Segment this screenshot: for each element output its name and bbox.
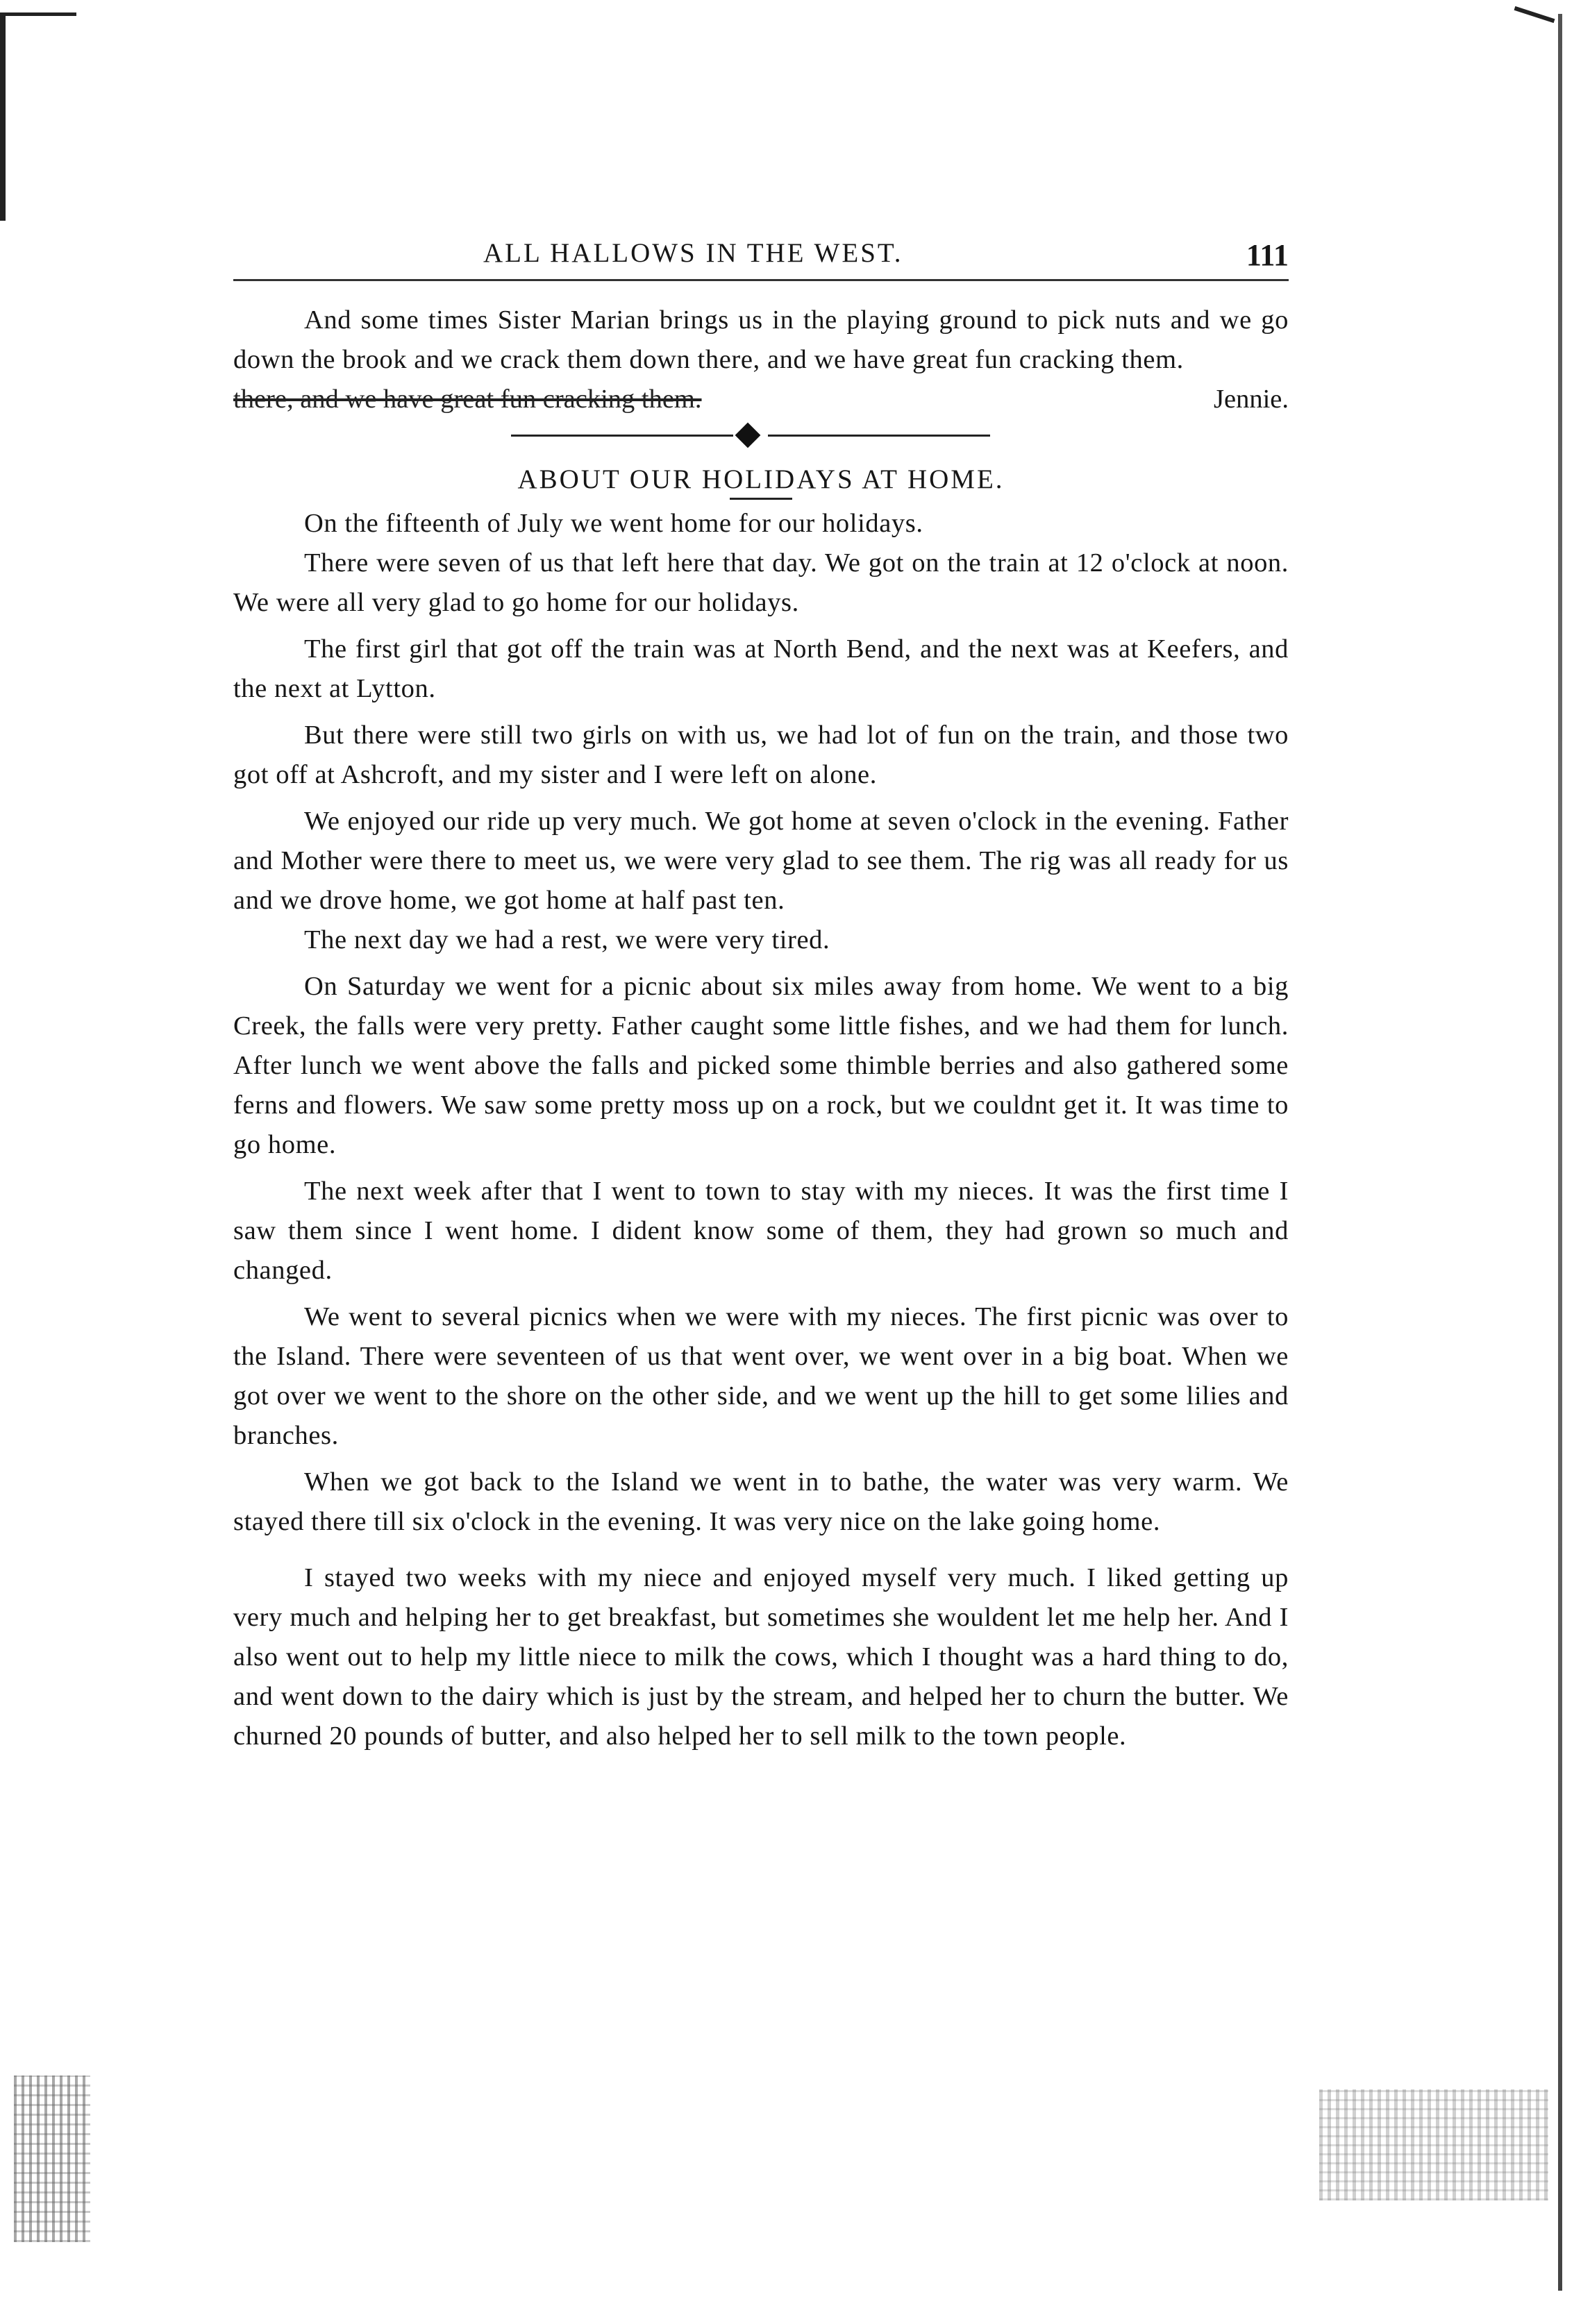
scan-edge-right xyxy=(1558,14,1562,2291)
article-paragraph: On the fifteenth of July we went home for our holidays. xyxy=(304,509,923,538)
page-number: 111 xyxy=(1246,238,1289,272)
letter-paragraph: And some times Sister Marian brings us in the playing ground to pick nuts and we go down the brook and we crack them down there, and we have great fun cracking them. xyxy=(233,305,1289,374)
article-paragraph: We enjoyed our ride up very much. We got home at seven o'clock in the evening. Father and Mother were there to meet us, we were very glad to see them. The rig was all ready for us and we drove home, we got home at half past ten. xyxy=(233,807,1289,915)
scan-edge-top xyxy=(0,12,76,16)
article-paragraph: The first girl that got off the train was at North Bend, and the next was at Keefers, and the next at Lytton. xyxy=(233,634,1289,703)
scan-corner-mark xyxy=(1514,6,1555,23)
article-paragraph: When we got back to the Island we went in to bathe, the water was very warm. We stayed there till six o'clock in the evening. It was very nice on the lake going home. xyxy=(233,1467,1289,1536)
article-paragraph: But there were still two girls on with us, we had lot of fun on the train, and those two got off at Ashcroft, and my sister and I were left on alone. xyxy=(233,721,1289,789)
article-paragraph: We went to several picnics when we were with my nieces. The first picnic was over to the Island. There were seventeen of us that went over, we went over in a big boat. When we got over we went to the shore on the other side, and we went up the hill to get some lilies and branches. xyxy=(233,1302,1289,1450)
article-heading: ABOUT OUR HOLIDAYS AT HOME. xyxy=(517,464,1005,494)
article-body xyxy=(233,504,1289,1756)
scan-smudge-right xyxy=(1319,2089,1548,2200)
article-paragraph: There were seven of us that left here that day. We got on the train at 12 o'clock at noon. We were all very glad to go home for our holidays. xyxy=(233,548,1289,617)
article-paragraph: The next week after that I went to town to stay with my nieces. It was the first time I saw them since I went home. I dident know some of them, they had grown so much and changed. xyxy=(233,1177,1289,1285)
letter-signature: Jennie. xyxy=(1214,385,1289,414)
scan-edge-left xyxy=(0,12,6,221)
struck-line-row xyxy=(233,380,1289,419)
divider-rule-right xyxy=(768,435,990,437)
struck-through-text: there, and we have great fun cracking them. xyxy=(233,385,702,414)
divider-rule-left xyxy=(511,435,733,437)
page-content xyxy=(233,237,1289,1756)
scan-smudge-left xyxy=(14,2075,90,2242)
section-divider xyxy=(233,422,1289,450)
divider-diamond-ornament xyxy=(735,423,761,448)
article-paragraph: The next day we had a rest, we were very tired. xyxy=(304,925,830,954)
article-paragraph: I stayed two weeks with my niece and enjoyed myself very much. I liked getting up very much and helping her to get breakfast, but sometimes she wouldent let me help her. And I also went out to help my little niece to milk the cows, which I thought was a hard thing to do, and went down to the dairy which is just by the stream, and helped her to churn the butter. We churned 20 pounds of butter, and also helped her to sell milk to the town people. xyxy=(233,1563,1289,1751)
running-head-title: ALL HALLOWS IN THE WEST. xyxy=(483,238,903,268)
letter-section xyxy=(233,301,1289,419)
running-head xyxy=(233,237,1289,281)
article-paragraph: On Saturday we went for a picnic about six miles away from home. We went to a big Creek, the falls were very pretty. Father caught some little fishes, and we had them for lunch. After lunch we went above the falls and picked some thimble berries and also gathered some ferns and flowers. We saw some pretty moss up on a rock, but we couldnt get it. It was time to go home. xyxy=(233,972,1289,1159)
heading-underline-rule xyxy=(730,498,792,500)
